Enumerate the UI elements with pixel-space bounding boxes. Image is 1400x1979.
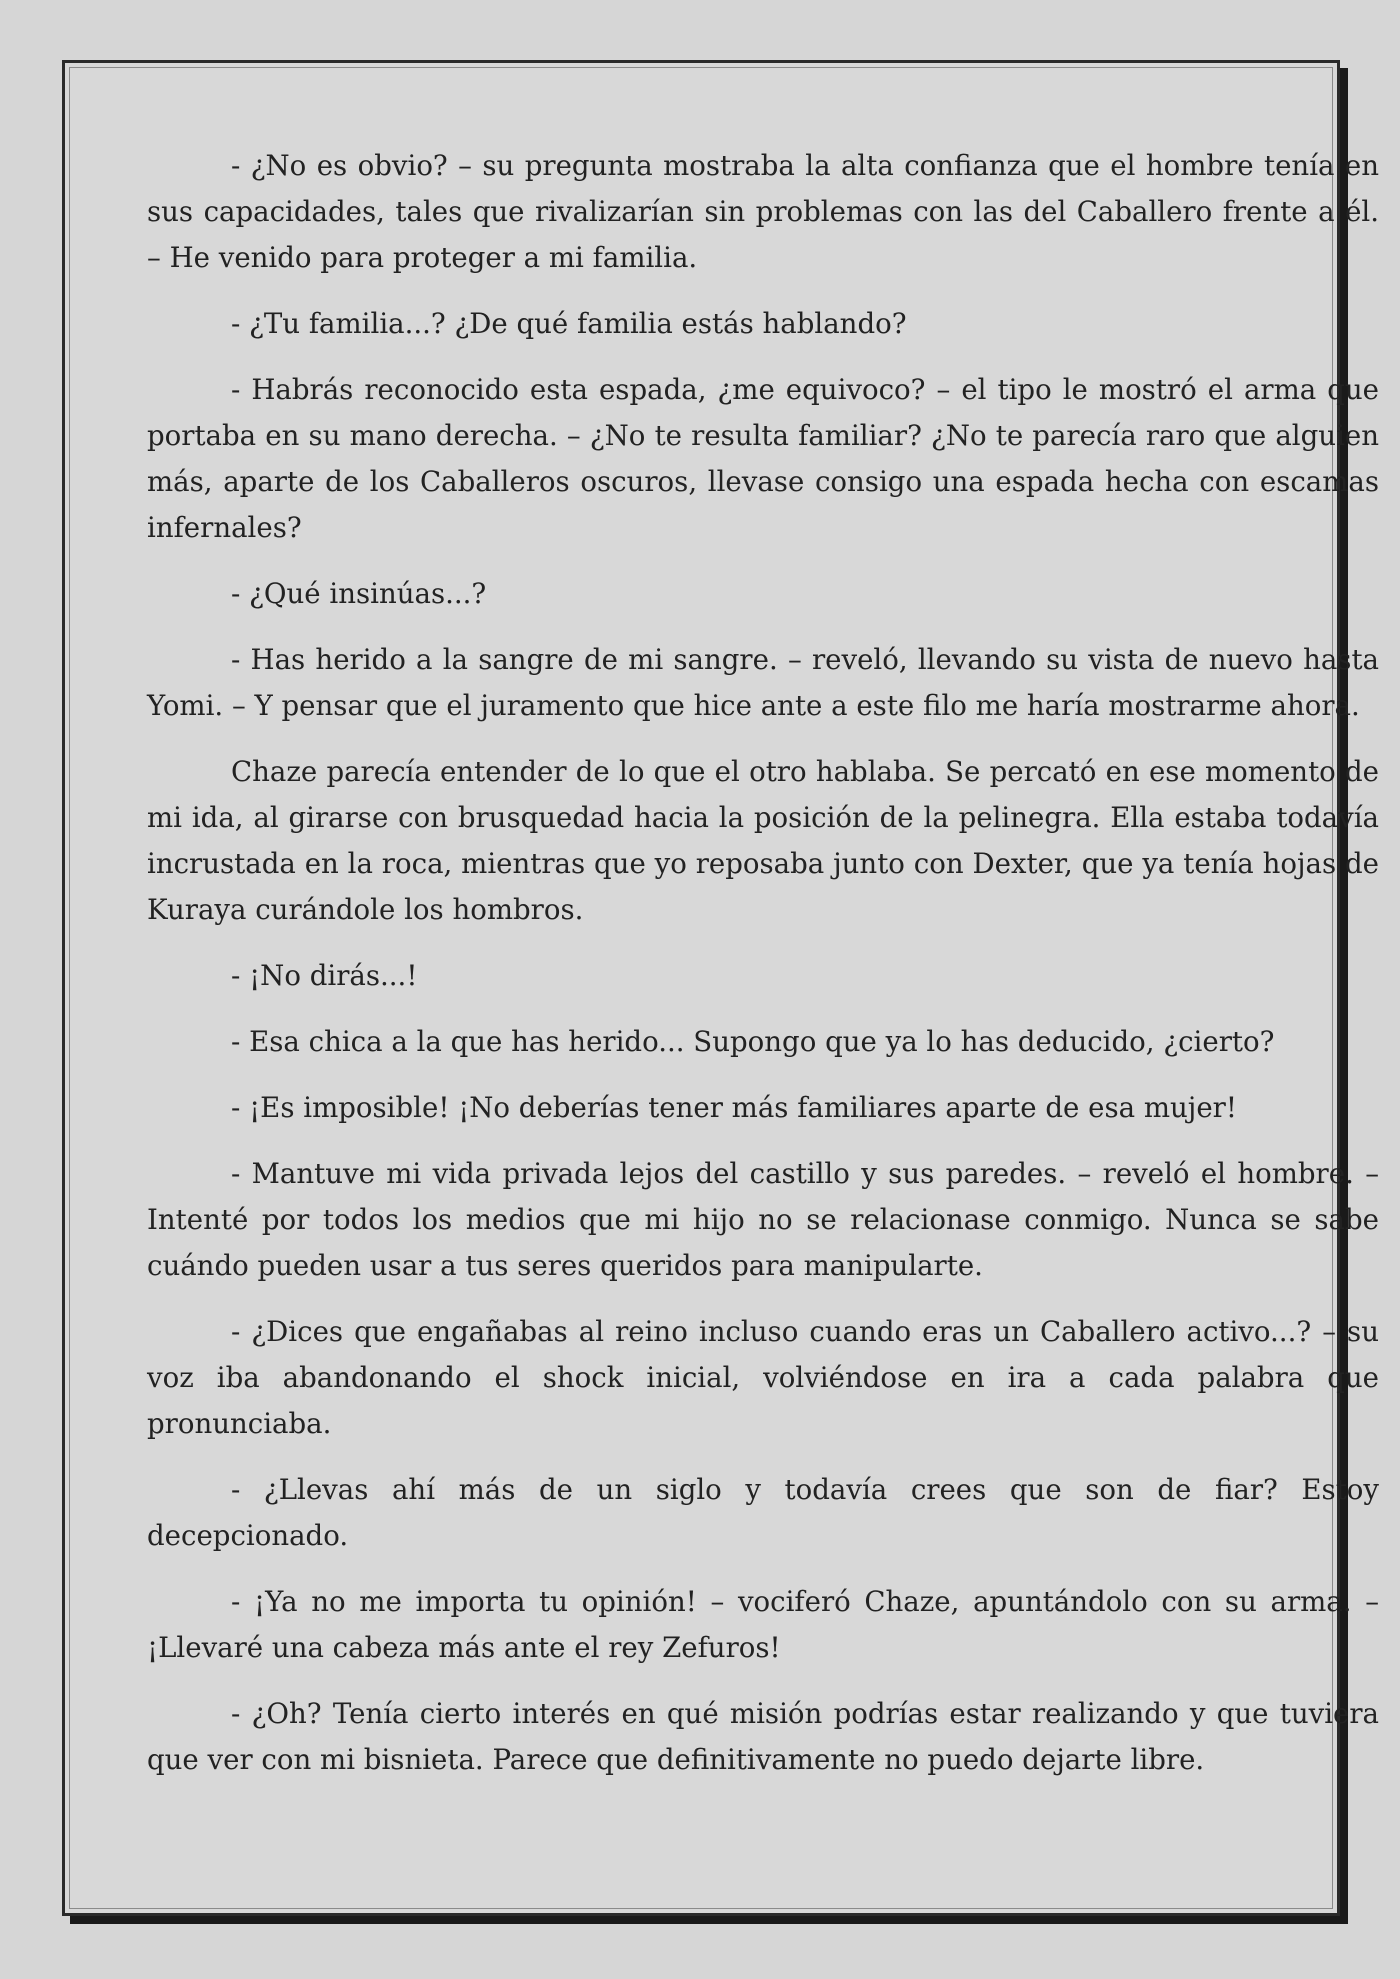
paragraph: - ¿Llevas ahí más de un siglo y todavía crees que son de fiar? Estoy decepcionado.	[147, 1473, 1379, 1552]
paragraph: - ¿Tu familia...? ¿De qué familia estás hablando?	[231, 307, 907, 340]
paragraph: - Habrás reconocido esta espada, ¿me equivoco? – el tipo le mostró el arma que portaba en su mano derecha. – ¿No te resulta familiar? ¿No te parecía raro que alguien más, aparte de los Caballeros oscuros, llevase consigo una espada hecha con escamas infernales?	[147, 373, 1379, 544]
paragraph: - ¡Ya no me importa tu opinión! – vociferó Chaze, apuntándolo con su arma. – ¡Llevaré una cabeza más ante el rey Zefuros!	[147, 1585, 1379, 1664]
paragraph: - ¿No es obvio? – su pregunta mostraba la alta confianza que el hombre tenía en sus capacidades, tales que rivalizarían sin problemas con las del Caballero frente a él. – He venido para proteger a mi familia.	[147, 149, 1379, 274]
paragraph: - ¿Oh? Tenía cierto interés en qué misión podrías estar realizando y que tuviera que ver con mi bisnieta. Parece que definitivamente no puedo dejarte libre.	[147, 1697, 1379, 1776]
paragraph: - Mantuve mi vida privada lejos del castillo y sus paredes. – reveló el hombre. – Intenté por todos los medios que mi hijo no se relacionase conmigo. Nunca se sabe cuándo pueden usar a tus seres queridos para manipularte.	[147, 1157, 1379, 1282]
paragraph: - ¡No dirás...!	[231, 959, 418, 992]
page-frame	[62, 60, 1379, 1916]
paragraph: - Esa chica a la que has herido... Supongo que ya lo has deducido, ¿cierto?	[231, 1025, 1275, 1058]
paragraph: - ¿Dices que engañabas al reino incluso cuando eras un Caballero activo...? – su voz iba abandonando el shock inicial, volviéndose en ira a cada palabra que pronunciaba.	[147, 1315, 1379, 1440]
paragraph: Chaze parecía entender de lo que el otro hablaba. Se percató en ese momento de mi ida, al girarse con brusquedad hacia la posición de la pelinegra. Ella estaba todavía incrustada en la roca, mientras que yo reposaba junto con Dexter, que ya tenía hojas de Kuraya curándole los hombros.	[147, 755, 1379, 926]
paragraph: - Has herido a la sangre de mi sangre. – reveló, llevando su vista de nuevo hasta Yomi. – Y pensar que el juramento que hice ante a este filo me haría mostrarme ahora.	[147, 643, 1379, 722]
paragraph: - ¡Es imposible! ¡No deberías tener más familiares aparte de esa mujer!	[231, 1091, 1237, 1124]
paragraph: - ¿Qué insinúas...?	[231, 577, 487, 610]
document-body	[147, 143, 1379, 1803]
